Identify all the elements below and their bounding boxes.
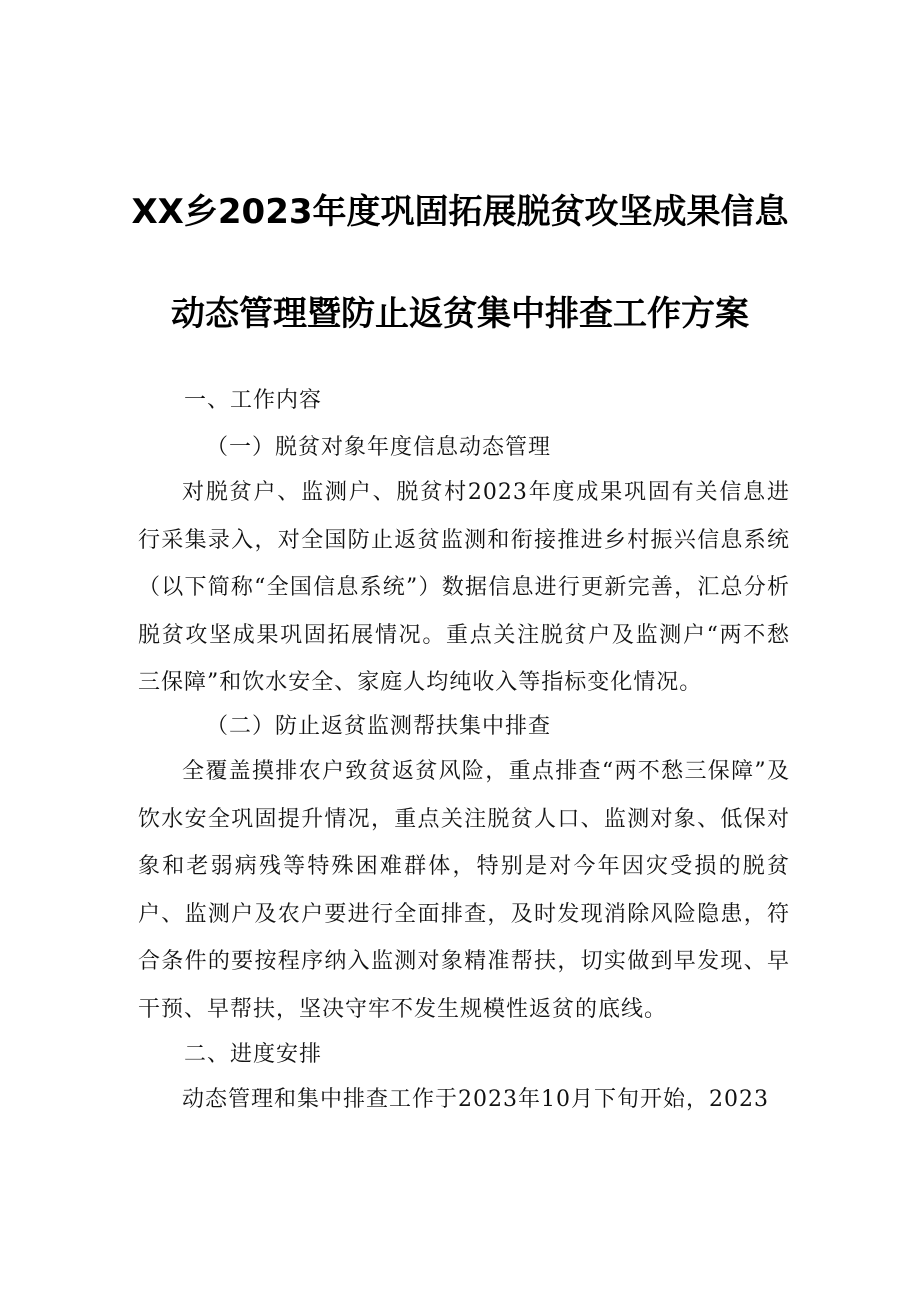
- subsection-heading-monitoring-check: （二）防止返贫监测帮扶集中排查: [206, 714, 552, 739]
- document-title-line-1: XX乡2023年度巩固拓展脱贫攻坚成果信息: [131, 192, 789, 232]
- subsection-heading-info-management: （一）脱贫对象年度信息动态管理: [206, 435, 552, 460]
- document-title-line-2: 动态管理暨防止返贫集中排查工作方案: [171, 294, 749, 334]
- paragraph-info-management: 对脱贫户、监测户、脱贫村2023年度成果巩固有关信息进行采集录入，对全国防止返贫监测和衔接推进乡村振兴信息系统（以下简称“全国信息系统”）数据信息进行更新完善，汇总分析脱贫攻坚成果巩固拓展情况。重点关注脱贫户及监测户“两不愁三保障”和饮水安全、家庭人均纯收入等指标变化情况。: [138, 480, 790, 695]
- paragraph-monitoring-check: 全覆盖摸排农户致贫返贫风险，重点排查“两不愁三保障”及饮水安全巩固提升情况，重点关注脱贫人口、监测对象、低保对象和老弱病残等特殊困难群体，特别是对今年因灾受损的脱贫户、监测户及农户要进行全面排查，及时发现消除风险隐患，符合条件的要按程序纳入监测对象精准帮扶，切实做到早发现、早干预、早帮扶，坚决守牢不发生规模性返贫的底线。: [138, 759, 790, 1022]
- paragraph-schedule: 动态管理和集中排查工作于2023年10月下旬开始，2023: [182, 1087, 769, 1112]
- section-heading-schedule: 二、进度安排: [184, 1042, 323, 1067]
- section-heading-work-content: 一、工作内容: [184, 388, 323, 413]
